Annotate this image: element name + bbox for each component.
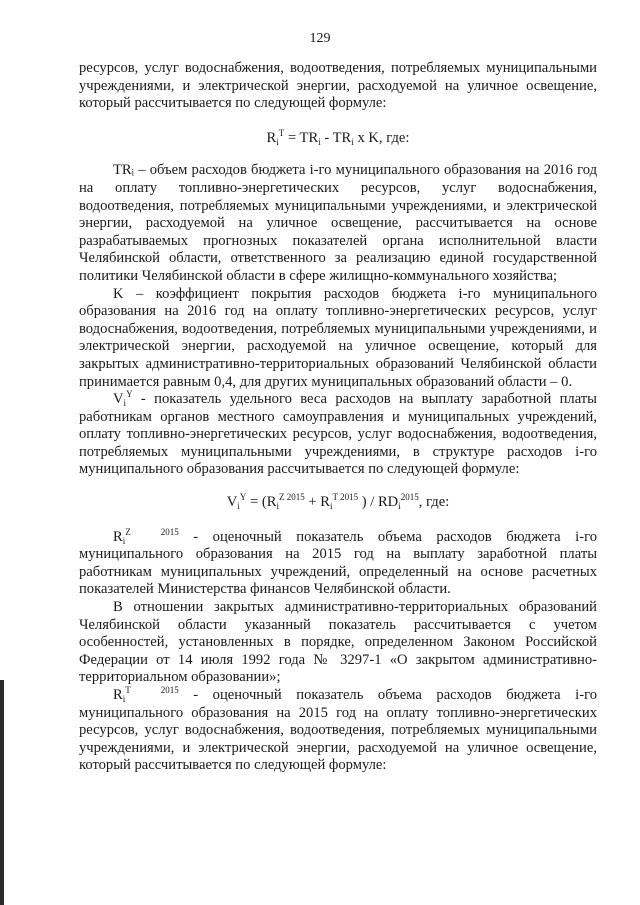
paragraph-intro: ресурсов, услуг водоснабжения, водоотведения, потребляемых муниципальными учреждениями, и электрической энергии, расходуемой на уличное освещение, который рассчитывается по следующей формуле: [79, 60, 597, 112]
paragraph-k: K – коэффициент покрытия расходов бюджета i-го муниципального образования на 2016 год на оплату топливно-энергетических ресурсов, услуг водоснабжения, водоотведения, потребляемых муниципальными учреждениями, и электрической энергии, расходуемой на уличное освещение, который для закрытых административно-территориальных образований Челябинской области принимается равным 0,4, для других муниципальных образований области – 0. [79, 285, 597, 390]
formula-rt: $R_i^T = TR_i - TR_i$ x K, где: [266, 127, 410, 147]
document-body [79, 60, 597, 775]
page-number: 129 [309, 31, 331, 46]
paragraph-rt: $R_i^T$ $^{2015}$ - оценочный показатель объема расходов бюджета i-го муниципального образования на 2015 год на оплату топливно-энергетических ресурсов, услуг водоснабжения, водоотведения, потребляемых муниципальными учреждениями, и электрической энергии, расходуемой на уличное освещение, который рассчитывается по следующей формуле: [79, 685, 597, 774]
paragraph-v: $V_i^Y$ - показатель удельного веса расходов на выплату заработной платы работникам органов местного самоуправления и муниципальных учреждений, оплату топливно-энергетических ресурсов, услуг водоснабжения, водоотведения, потребляемых муниципальными учреждениями, в структуре расходов i-го муниципального образования рассчитывается по следующей формуле: [79, 389, 597, 478]
paragraph-rz: $R_i^Z$ $^{2015}$ - оценочный показатель объема расходов бюджета i-го муниципального образования на 2015 год на выплату заработной платы работникам муниципальных учреждений, определенный на основе расчетных показателей Министерства финансов Челябинской области. [79, 526, 597, 598]
scan-edge-shadow [0, 680, 4, 905]
paragraph-zato: В отношении закрытых административно-территориальных образований Челябинской области указанный показатель рассчитывается с учетом особенностей, установленных в порядке, определенном Законом Российской Федерации от 14 июля 1992 года № 3297-1 «О закрытом административно-территориальном образовании»; [79, 599, 597, 686]
formula-vy: $V_i^Y = (R_i^{Z 2015} + R_i^{T 2015}$ ) / $RD_i^{2015}$, где: [226, 492, 450, 512]
paragraph-tr: TRᵢ – объем расходов бюджета i-го муниципального образования на 2016 год на оплату топливно-энергетических ресурсов, услуг водоснабжения, водоотведения, потребляемых муниципальными учреждениями, и электрической энергии, расходуемой на уличное освещение, рассчитывается на основе разрабатываемых прогнозных показателей органа исполнительной власти Челябинской области, ответственного за реализацию единой государственной политики Челябинской области в сфере жилищно-коммунального хозяйства; [79, 162, 597, 284]
